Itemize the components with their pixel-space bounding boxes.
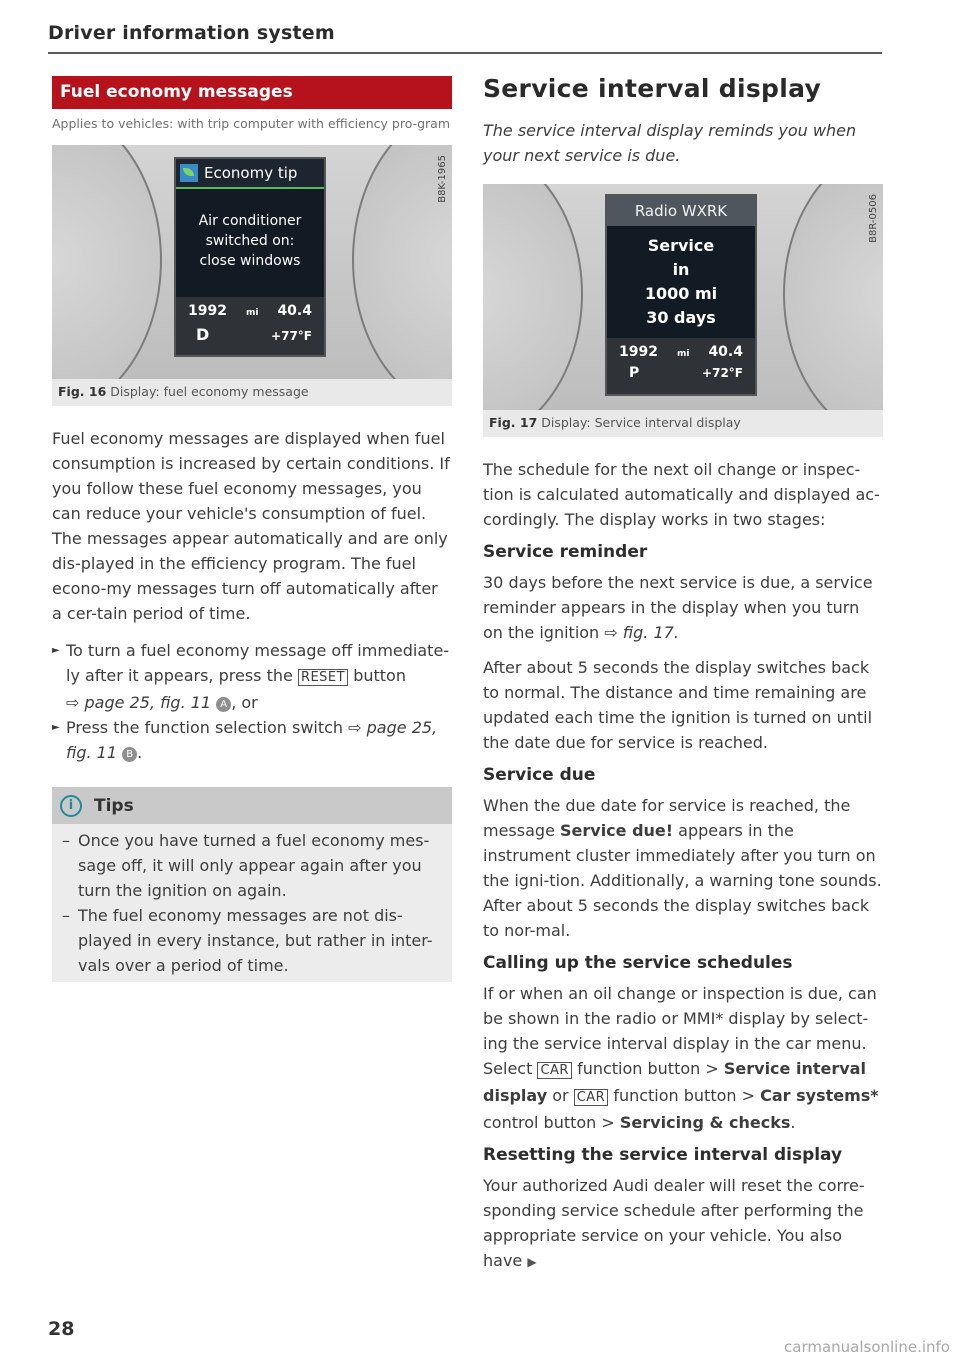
calling-up-paragraph: If or when an oil change or inspection is due, can be shown in the radio or MMI* display by select-ing the service interval display in the car menu. Select CAR function button > Service interval display or CAR function button > Car systems* control button > Servicing & checks. — [483, 984, 879, 1132]
bullet-triangle-icon: ► — [52, 645, 60, 656]
bullet-triangle-icon: ► — [52, 722, 60, 733]
caption-text: Display: fuel economy message — [110, 384, 309, 399]
message-line: close windows — [199, 253, 301, 269]
screen-status-bar — [607, 338, 755, 394]
figure-caption — [52, 379, 452, 406]
tips-title: Tips — [94, 795, 134, 816]
gear-indicator: D — [196, 325, 210, 344]
continue-arrow-icon: ▶ — [527, 1255, 537, 1269]
service-due-heading: Service due — [483, 765, 596, 785]
page-reference[interactable]: ⇨ page 25, fig. 11 — [66, 693, 212, 712]
message-line: Service — [647, 236, 715, 255]
instruction-reset: ► To turn a fuel economy message off immediate-ly after it appears, press the RESET button ⇨ page 25, fig. 11 A , or — [52, 638, 452, 715]
economy-tip-screen — [174, 157, 326, 357]
caption-label: Fig. 16 — [58, 384, 107, 399]
figure-reference[interactable]: ⇨ fig. 17. — [604, 623, 679, 642]
tips-list — [52, 824, 452, 982]
figure-code: B8K-1965 — [437, 155, 448, 203]
screen-header — [176, 159, 324, 189]
message-line: 1000 mi — [644, 284, 718, 303]
callout-b-icon: B — [122, 747, 137, 762]
caption-label: Fig. 17 — [489, 415, 538, 430]
intro-text: The service interval display reminds you when your next service is due. — [483, 121, 857, 165]
service-interval-title: Service interval display — [483, 74, 822, 103]
screen-message — [607, 226, 755, 330]
outside-temp: +77°F — [271, 329, 312, 343]
car-button-label: CAR — [574, 1089, 609, 1106]
service-reminder-paragraph: 30 days before the next service is due, a service reminder appears in the display when you turn on the ignition ⇨ fig. 17. — [483, 573, 873, 642]
resetting-paragraph: Your authorized Audi dealer will reset the corre-sponding service schedule after performing the appropriate service on your vehicle. You also have ▶ — [483, 1176, 865, 1270]
odometer-value: 1992 — [619, 344, 658, 360]
service-due-message: Service due! — [560, 821, 674, 840]
left-column — [52, 76, 452, 982]
radio-station-label: Radio WXRK — [634, 202, 728, 220]
right-column — [483, 74, 883, 1275]
message-line: switched on: — [205, 233, 295, 249]
callout-a-icon: A — [216, 697, 231, 712]
trip-value: 40.4 — [708, 344, 743, 360]
tip-item: – Once you have turned a fuel economy mes-sage off, it will only appear again after you turn the ignition on again. — [62, 828, 442, 903]
figure-caption — [483, 410, 883, 437]
caption-text: Display: Service interval display — [541, 415, 741, 430]
page-reference[interactable]: ⇨ page 25, fig. 11 — [66, 718, 438, 762]
service-due-paragraph: When the due date for service is reached, the message Service due! appears in the instrument cluster immediately after you turn on the igni-tion. Additionally, a warning tone sounds. After about 5 seconds the display switches back to nor-mal. — [483, 796, 882, 940]
service-interval-menu-item: Service interval display — [483, 1059, 866, 1105]
header-title: Driver information system — [48, 22, 335, 44]
outside-temp: +72°F — [702, 366, 743, 380]
trip-value: 40.4 — [277, 303, 312, 319]
screen-message — [176, 189, 324, 271]
applies-to-note: Applies to vehicles: with trip computer with efficiency pro-gram — [52, 116, 451, 131]
watermark: carmanualsonline.info — [784, 1338, 950, 1356]
leaf-icon — [180, 164, 198, 182]
message-line: in — [672, 260, 690, 279]
resetting-heading: Resetting the service interval display — [483, 1145, 843, 1165]
tips-box — [52, 787, 452, 982]
cluster-image-17 — [483, 184, 883, 410]
cluster-image-16 — [52, 145, 452, 379]
distance-unit: mi — [676, 349, 690, 359]
car-systems-menu-item: Car systems* — [760, 1086, 879, 1105]
service-screen — [605, 194, 757, 396]
car-button-label: CAR — [537, 1062, 572, 1079]
left-gauge — [52, 145, 162, 379]
instruction-function-switch: ► Press the function selection switch ⇨ page 25, fig. 11 B . — [52, 715, 452, 765]
figure-code: B8R-0506 — [868, 194, 879, 243]
fuel-economy-paragraph: Fuel economy messages are displayed when fuel consumption is increased by certain conditions. If you follow these fuel economy messages, you can reduce your vehicle's consumption of fuel. The messages appear automatically and are only dis-played in the efficiency program. The fuel econo-my messages turn off automatically after a cer-tain period of time. — [52, 429, 450, 623]
tip-item: – The fuel economy messages are not dis-played in every instance, but rather in inter-vals over a period of time. — [62, 903, 442, 978]
screen-status-bar — [176, 297, 324, 355]
left-gauge — [483, 184, 583, 410]
schedule-paragraph: The schedule for the next oil change or inspec-tion is calculated automatically and displayed ac-cordingly. The display works in two stages: — [483, 460, 880, 529]
distance-unit: mi — [245, 308, 259, 318]
message-line: 30 days — [646, 308, 716, 327]
servicing-checks-menu-item: Servicing & checks — [619, 1113, 791, 1132]
figure-16 — [52, 145, 452, 406]
screen-header — [607, 196, 755, 226]
reset-button-label: RESET — [298, 669, 348, 686]
display-switch-paragraph: After about 5 seconds the display switches back to normal. The distance and time remaining are updated each time the ignition is turned on until the date due for service is reached. — [483, 658, 873, 752]
figure-17 — [483, 184, 883, 437]
tips-header — [52, 787, 452, 824]
page-number: 28 — [48, 1318, 75, 1340]
service-reminder-heading: Service reminder — [483, 542, 648, 562]
calling-up-heading: Calling up the service schedules — [483, 953, 793, 973]
gear-indicator: P — [629, 365, 640, 381]
info-icon: i — [60, 795, 82, 817]
message-line: Air conditioner — [198, 213, 302, 229]
section-title-fuel-economy: Fuel economy messages — [52, 76, 452, 109]
page-header — [48, 22, 882, 54]
odometer-value: 1992 — [188, 303, 227, 319]
economy-tip-label: Economy tip — [204, 164, 298, 182]
